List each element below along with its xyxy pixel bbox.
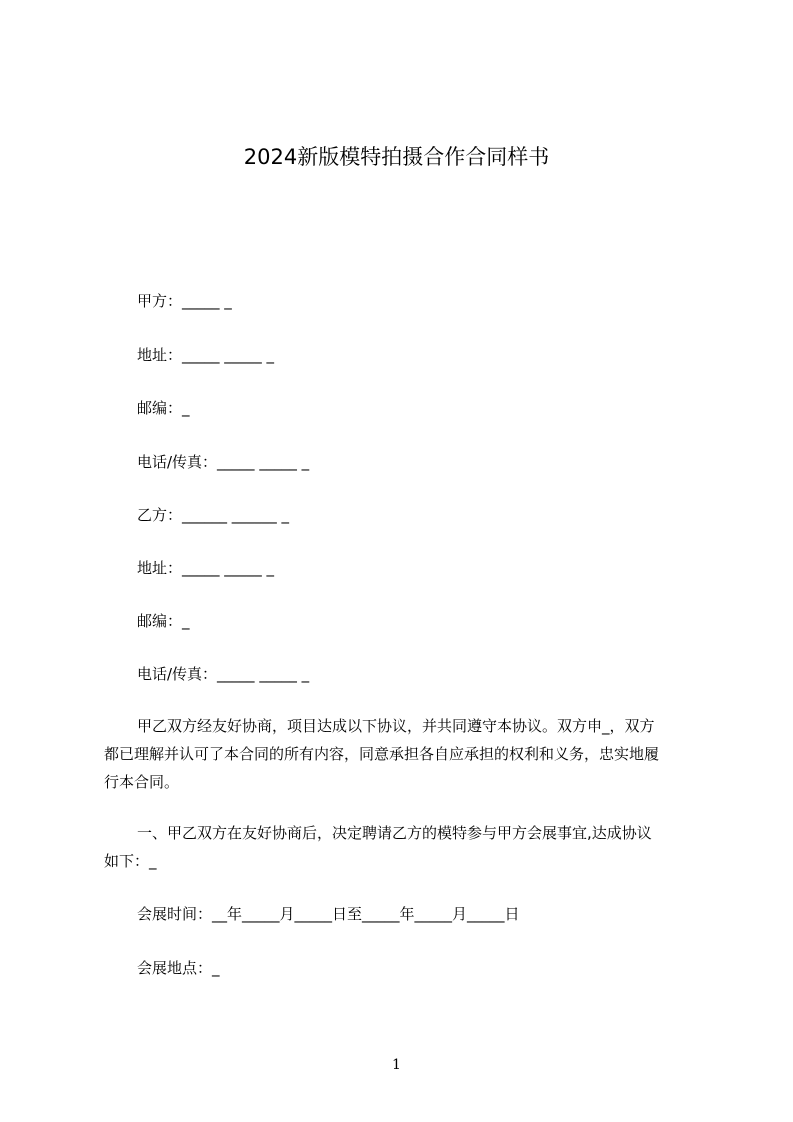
clause-1-paragraph — [104, 819, 708, 875]
clause-1-line-2: 如下：_ — [104, 852, 157, 870]
clause-1-line-1: 一、甲乙双方在友好协商后，决定聘请乙方的模特参与甲方会展事宜,达成协议 — [137, 824, 652, 842]
exhibition-location: 会展地点：_ — [137, 959, 220, 977]
party-a-address: 地址：_____ _____ _ — [137, 346, 275, 364]
party-a-name: 甲方：_____ _ — [137, 292, 232, 310]
party-b-postcode: 邮编：_ — [137, 612, 190, 630]
exhibition-time: 会展时间：__年_____月_____日至_____年_____月_____日 — [137, 905, 520, 923]
document-title: 2024新版模特拍摄合作合同样书 — [243, 145, 550, 169]
intro-line-3: 行本合同。 — [104, 773, 180, 791]
party-b-address: 地址：_____ _____ _ — [137, 559, 275, 577]
party-b-name: 乙方：______ ______ _ — [137, 506, 290, 524]
intro-line-2: 都已理解并认可了本合同的所有内容，同意承担各自应承担的权利和义务，忠实地履 — [104, 745, 660, 763]
page-number: 1 — [392, 1057, 401, 1073]
party-b-phone-fax: 电话/传真：_____ _____ _ — [137, 665, 310, 683]
intro-line-1: 甲乙双方经友好协商，项目达成以下协议，并共同遵守本协议。双方申_，双方 — [137, 717, 655, 735]
intro-paragraph — [104, 712, 708, 796]
party-a-phone-fax: 电话/传真：_____ _____ _ — [137, 453, 310, 471]
party-a-postcode: 邮编：_ — [137, 399, 190, 417]
